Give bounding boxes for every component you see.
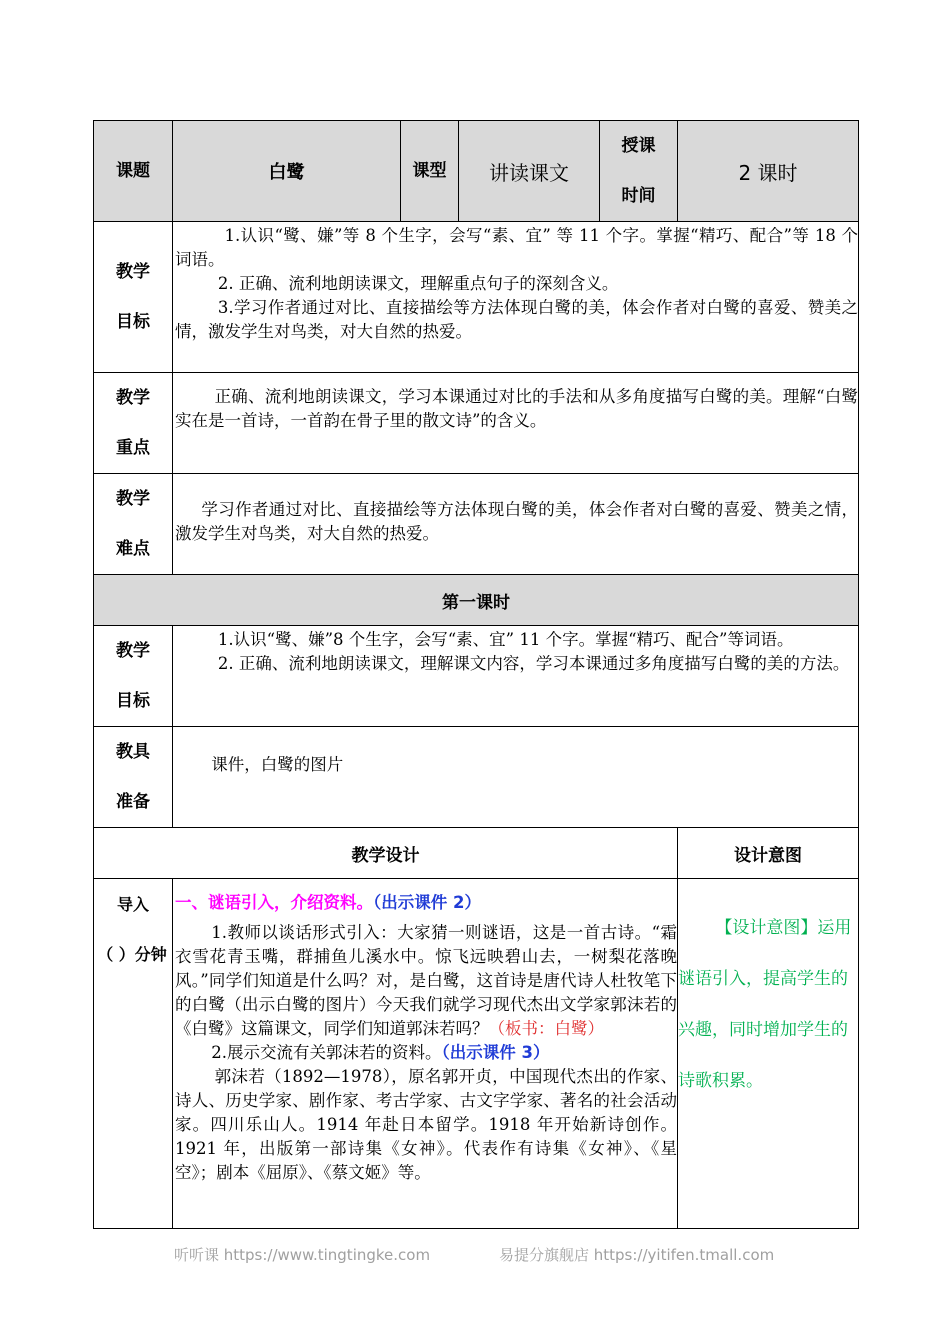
type-label: 课型 <box>401 121 459 222</box>
tools-label-line2: 准备 <box>116 792 150 812</box>
intro-content <box>173 879 678 1229</box>
difficulties-label <box>94 474 173 575</box>
objectives-content <box>173 222 859 373</box>
lesson1-objectives-label-line2: 目标 <box>116 691 150 711</box>
design-header-row <box>94 828 859 879</box>
difficulties-content <box>173 474 859 575</box>
intro-heading-text: 一、谜语引入，介绍资料。 <box>175 893 373 912</box>
lesson1-objectives-label-line1: 教学 <box>116 641 150 661</box>
tools-label-line1: 教具 <box>116 742 150 762</box>
intro-paragraph-3: 郭沫若（1892—1978），原名郭开贞，中国现代杰出的作家、诗人、历史学家、剧作家、考古学家、古文字学家、著名的社会活动家。四川乐山人。1914 年赴日本留学。1918 年开始新诗创作。1921 年，出版第一部诗集《女神》。代表作有诗集《女神》、《星空》；剧本《屈原》、《蔡文姬》等。 <box>175 1067 677 1182</box>
hours-value: 2 课时 <box>678 121 859 222</box>
lesson1-objectives-row <box>94 626 859 727</box>
intro-paragraph-1-text: 1.教师以谈话形式引入：大家猜一则谜语，这是一首古诗。“霜衣雪花青玉嘴，群捕鱼儿溪水中。惊飞远映碧山去，一树梨花落晚风。”同学们知道是什么吗？对，是白鹭，这首诗是唐代诗人杜牧笔下的白鹭（出示白鹭的图片）今天我们就学习现代杰出文学家郭沫若的《白鹭》这篇课文，同学们知道郭沫若吗？ <box>175 923 677 1038</box>
difficulties-label-line1: 教学 <box>116 489 150 509</box>
intro-heading-note: （出示课件 2） <box>373 893 481 912</box>
lesson1-title-row <box>94 575 859 626</box>
topic-label: 课题 <box>94 121 173 222</box>
lesson1-title: 第一课时 <box>94 575 859 626</box>
difficulties-text: 学习作者通过对比、直接描绘等方法体现白鹭的美，体会作者对白鹭的喜爱、赞美之情，激发学生对鸟类，对大自然的热爱。 <box>175 500 858 543</box>
tools-label <box>94 727 173 828</box>
footer-left-link[interactable]: 听听课 https://www.tingtingke.com <box>174 1246 431 1264</box>
intro-design-intent: 【设计意图】运用谜语引入，提高学生的兴趣，同时增加学生的诗歌积累。 <box>678 879 859 1229</box>
intro-paragraph-2-text: 2.展示交流有关郭沫若的资料。 <box>211 1043 442 1062</box>
objective-line-3: 3.学习作者通过对比、直接描绘等方法体现白鹭的美，体会作者对白鹭的喜爱、赞美之情，激发学生对鸟类，对大自然的热爱。 <box>175 298 858 341</box>
intro-heading <box>175 891 677 915</box>
key-points-content <box>173 373 859 474</box>
topic-value: 白鹭 <box>173 121 401 222</box>
intro-label-line1: 导入 <box>116 895 149 914</box>
footer-right-link[interactable]: 易提分旗舰店 https://yitifen.tmall.com <box>499 1246 775 1264</box>
objective-line-1: 1.认识“鹭、嫌”等 8 个生字，会写“素、宜” 等 11 个字。掌握“精巧、配合”等 18 个词语。 <box>175 226 858 269</box>
tools-row <box>94 727 859 828</box>
hours-label <box>600 121 678 222</box>
objective-line-2: 2. 正确、流利地朗读课文，理解重点句子的深刻含义。 <box>217 274 619 293</box>
tools-text: 课件，白鹭的图片 <box>211 755 344 774</box>
key-points-label-line1: 教学 <box>116 388 150 408</box>
intro-label-line2: （ ）分钟 <box>97 945 167 964</box>
objectives-label-line1: 教学 <box>116 262 150 282</box>
objectives-label-line2: 目标 <box>116 312 150 332</box>
hours-label-line2: 时间 <box>621 186 656 206</box>
key-points-label-line2: 重点 <box>116 438 150 458</box>
key-points-text: 正确、流利地朗读课文，学习本课通过对比的手法和从多角度描写白鹭的美。理解“白鹭实在是一首诗，一首韵在骨子里的散文诗”的含义。 <box>175 387 858 430</box>
lesson1-objective-line-1: 1.认识“鹭、嫌”8 个生字，会写“素、宜” 11 个字。掌握“精巧、配合”等词语。 <box>217 630 794 649</box>
intro-paragraph-1 <box>175 921 677 1041</box>
hours-label-line1: 授课 <box>621 136 656 156</box>
intro-paragraph-2 <box>175 1041 677 1065</box>
lesson-plan-table <box>93 120 859 1229</box>
difficulties-row <box>94 474 859 575</box>
lesson1-objective-line-2: 2. 正确、流利地朗读课文，理解课文内容，学习本课通过多角度描写白鹭的美的方法。 <box>217 654 850 673</box>
lesson1-objectives-content <box>173 626 859 727</box>
design-column-header: 教学设计 <box>94 828 678 879</box>
key-points-label <box>94 373 173 474</box>
intro-row <box>94 879 859 1229</box>
objectives-label <box>94 222 173 373</box>
tools-content <box>173 727 859 828</box>
difficulties-label-line2: 难点 <box>116 539 150 559</box>
header-row <box>94 121 859 222</box>
lesson1-objectives-label <box>94 626 173 727</box>
intent-column-header: 设计意图 <box>678 828 859 879</box>
key-points-row <box>94 373 859 474</box>
slide-note: （出示课件 3） <box>441 1043 550 1062</box>
type-value: 讲读课文 <box>459 121 600 222</box>
blackboard-note: （板书：白鹭） <box>488 1019 604 1038</box>
intro-label <box>94 879 173 1229</box>
objectives-row <box>94 222 859 373</box>
